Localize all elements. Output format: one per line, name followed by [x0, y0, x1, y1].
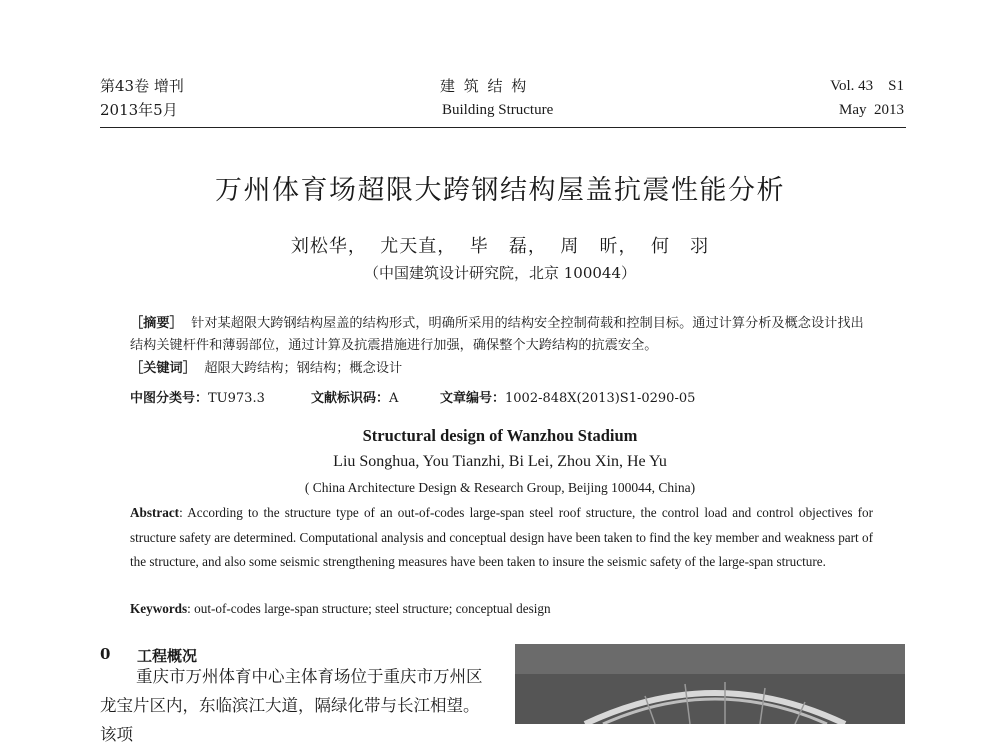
doc-code-value: A	[389, 391, 399, 406]
keywords-cn-label: ［关键词］	[130, 361, 196, 376]
clc-value: TU973.3	[208, 391, 265, 406]
clc-label: 中图分类号：	[130, 391, 209, 406]
stadium-photo	[515, 644, 905, 724]
section-body: 重庆市万州体育中心主体育场位于重庆市万州区龙宝片区内，东临滨江大道，隔绿化带与长江相望。该项	[100, 667, 483, 744]
paper-title-cn: 万州体育场超限大跨钢结构屋盖抗震性能分析	[215, 175, 785, 206]
affiliation-en: ( China Architecture Design & Research Group, Beijing 100044, China)	[304, 480, 696, 495]
keywords-en: Keywords: out-of-codes large-span structure; steel structure; conceptual design	[130, 601, 551, 616]
authors-en: Liu Songhua, You Tianzhi, Bi Lei, Zhou Xin, He Yu	[333, 453, 667, 470]
stadium-arch-graphic	[515, 644, 905, 724]
authors-cn: 刘松华， 尤天直， 毕 磊， 周 昕， 何 羽	[290, 236, 710, 257]
volume-issue: 第43卷 增刊	[100, 77, 184, 95]
abstract-cn-text: 针对某超限大跨钢结构屋盖的结构形式，明确所采用的结构安全控制荷载和控制目标。通过计算分析及概念设计找出结构关键杆件和薄弱部位，通过计算及抗震措施进行加强，确保整个大跨结构的抗震安全。	[130, 316, 864, 353]
abstract-cn-label: ［摘要］	[130, 316, 183, 331]
journal-name-en: Building Structure	[442, 102, 554, 118]
section-title: 工程概况	[137, 647, 198, 665]
keywords-en-label: Keywords	[130, 601, 188, 616]
affiliation-cn: （中国建筑设计研究院，北京 100044）	[363, 264, 637, 282]
header-rule	[100, 127, 906, 128]
doc-code	[311, 387, 398, 406]
section-number: 0	[100, 645, 111, 663]
publication-date: 2013年5月	[100, 101, 178, 119]
article-no-label: 文章编号：	[440, 391, 506, 406]
paper-title-en: Structural design of Wanzhou Stadium	[362, 426, 638, 445]
abstract-en-text: According to the structure type of an out-of-codes large-span steel roof structure, the control load and control objectives for structure safety are determined. Computational analysis and conceptual design have been taken to find the key member and weakness part of the structure, and also some seismic strengthening measures have been taken to insure the seismic safety of the large-span structure.	[130, 505, 874, 569]
volume-en: Vol. 43 S1	[830, 78, 904, 94]
article-no	[440, 387, 695, 406]
abstract-en: Abstract: According to the structure type of an out-of-codes large-span steel roof structure, the control load and control objectives for structure safety are determined. Computational analysis and conceptual design have been taken to find the key member and weakness part of the structure, and also some seismic strengthening measures have been taken to insure the seismic safety of the large-span structure.	[130, 505, 874, 569]
doc-code-label: 文献标识码：	[311, 391, 390, 406]
abstract-cn	[130, 313, 876, 357]
abstract-en-label: Abstract	[130, 505, 180, 520]
keywords-cn-text: 超限大跨结构；钢结构；概念设计	[204, 361, 403, 376]
keywords-cn	[130, 358, 876, 380]
journal-name-cn: 建 筑 结 构	[440, 77, 529, 95]
date-en: May 2013	[839, 102, 904, 118]
keywords-en-text: out-of-codes large-span structure; steel structure; conceptual design	[194, 601, 551, 616]
classification-row	[130, 387, 265, 406]
article-no-value: 1002-848X(2013)S1-0290-05	[505, 391, 696, 406]
